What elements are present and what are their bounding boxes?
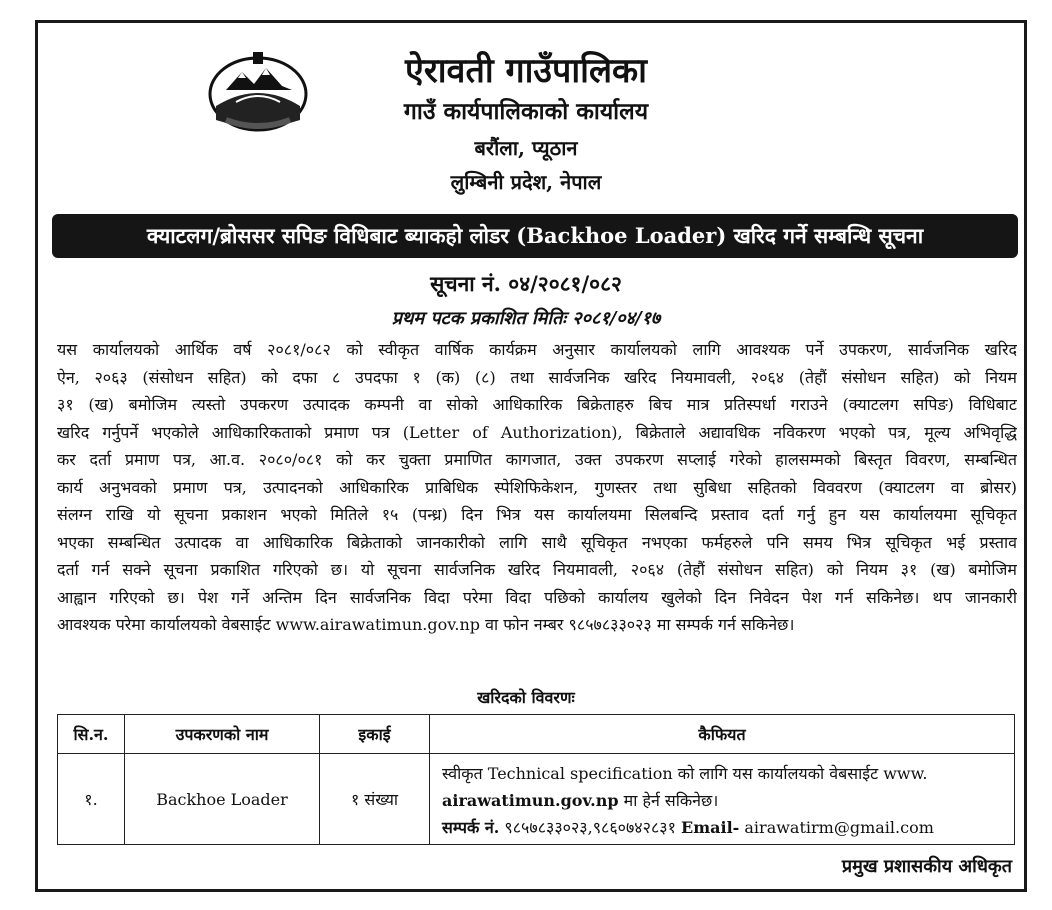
notice-title-banner [52, 214, 1018, 258]
remark-line-2: मा हेर्न सकिनेछ। [618, 791, 719, 810]
address-line-2: लुम्बिनी प्रदेश, नेपाल [450, 170, 602, 194]
body-line: कार्य अनुभवको प्रमाण पत्र, उत्पादनको आधिकारिक प्राबिधिक स्पेशिफिकेशन, गुणस्तर तथा सुबिधा सहितको विववरण (क्याटलग वा ब्रोसर) [57, 477, 1017, 497]
body-line: ऐन, २०६३ (संसोधन सहित) को दफा ८ उपदफा १ (क) (८) तथा सार्वजनिक खरिद नियमावली, २०६४ (तेहौं संसोधन सहित) को नियम [57, 367, 1017, 387]
body-line: आह्वान गरिएको छ। पेश गर्ने अन्तिम दिन सार्वजनिक विदा परेमा विदा पछिको कार्यालय खुलेको दिन निवेदन पेश गर्न सकिनेछ। थप जानकारी [57, 587, 1017, 607]
contact-label: सम्पर्क नं. [442, 818, 500, 837]
website-link[interactable]: airawatimun.gov.np [442, 791, 619, 810]
remark-line-1: स्वीकृत Technical specification को लागि यस कार्यालयको वेबसाईट www. [442, 764, 928, 783]
signatory-title: प्रमुख प्रशासकीय अधिकृत [841, 856, 1012, 877]
org-name: ऐरावती गाउँपालिका [405, 51, 647, 91]
table-row [58, 754, 1015, 845]
cell-serial: १. [58, 754, 125, 845]
body-line: कर दर्ता प्रमाण पत्र, आ.व. २०८०/०८१ को कर चुक्ता प्रमाणित कागजात, उक्त उपकरण सप्लाई गरेको हालसम्मको बिस्तृत विवरण, सम्बन्धित [57, 450, 1017, 469]
cell-remarks [430, 754, 1015, 845]
header-serial: सि.न. [58, 715, 125, 754]
table-header-row [58, 715, 1015, 754]
address-line-1: बरौंला, प्यूठान [474, 136, 578, 160]
cell-unit: १ संख्या [320, 754, 430, 845]
email-label: Email- [681, 818, 740, 837]
cell-equipment-name: Backhoe Loader [125, 754, 320, 845]
office-name: गाउँ कार्यपालिकाको कार्यालय [403, 98, 649, 125]
body-line: ३१ (ख) बमोजिम त्यस्तो उपकरण उत्पादक कम्पनी वा सोको आधिकारिक बिक्रेताहरु बिच मात्र प्रतिस्पर्धा गराउने (क्याटलग सपिङ) विधिबाट [57, 395, 1017, 414]
body-line: आवश्यक परेमा कार्यालयको वेबसाईट www.airawatimun.gov.np वा फोन नम्बर ९८५७८३३०२३ मा सम्पर्क गर्न सकिनेछ। [57, 615, 795, 634]
table-caption: खरिदको विवरणः [477, 688, 575, 707]
body-line: भएका सम्बन्धित उत्पादक वा आधिकारिक बिक्रेताको जानकारीको लागि साथै सूचिकृत नभएका फर्महरुले पनि समय भित्र सूचिकृत भई प्रस्ताव [57, 532, 1017, 552]
procurement-table [57, 714, 1015, 845]
notice-title: क्याटलग/ब्रोससर सपिङ विधिबाट ब्याकहो लोडर (Backhoe Loader) खरिद गर्ने सम्बन्धि सूचना [146, 223, 924, 248]
body-line: खरिद गर्नुपर्ने भएकोले आधिकारिकताको प्रमाण पत्र (Letter of Authorization), बिक्रेताले अद्यावधिक नविकरण भएको पत्र, मूल्य अभिवृद्धि [57, 422, 1017, 442]
body-line: दर्ता गर्न सक्ने सूचना प्रकाशित गरिएको छ। यो सूचना सार्वजनिक खरिद नियमावली, २०६४ (तेहौं संसोधन सहित) को नियम ३१ (ख) बमोजिम [57, 560, 1017, 579]
contact-numbers: ९८५७८३३०२३,९८६०७४२८३१ [499, 818, 681, 837]
email-address[interactable]: airawatirm@gmail.com [739, 818, 934, 837]
header-equipment-name: उपकरणको नाम [125, 715, 320, 754]
publication-date: प्रथम पटक प्रकाशित मितिः २०८१/०४/१७ [391, 308, 661, 329]
notice-number: सूचना नं. ०४/२०८१/०८२ [430, 271, 622, 296]
notice-body [57, 336, 1017, 639]
header-unit: इकाई [320, 715, 430, 754]
header-remarks: कैफियत [430, 715, 1015, 754]
body-line: संलग्न राखि यो सूचना प्रकाशन भएको मितिले १५ (पन्ध्र) दिन भित्र यस कार्यालयमा सिलबन्दि प्रस्ताव दर्ता गर्नु हुन यस कार्यालयमा सूचिकृत [57, 505, 1017, 524]
body-line: यस कार्यालयको आर्थिक वर्ष २०८१/०८२ को स्वीकृत वार्षिक कार्यक्रम अनुसार कार्यालयको लागि आवश्यक पर्ने उपकरण, सार्वजनिक खरिद [57, 340, 1017, 359]
